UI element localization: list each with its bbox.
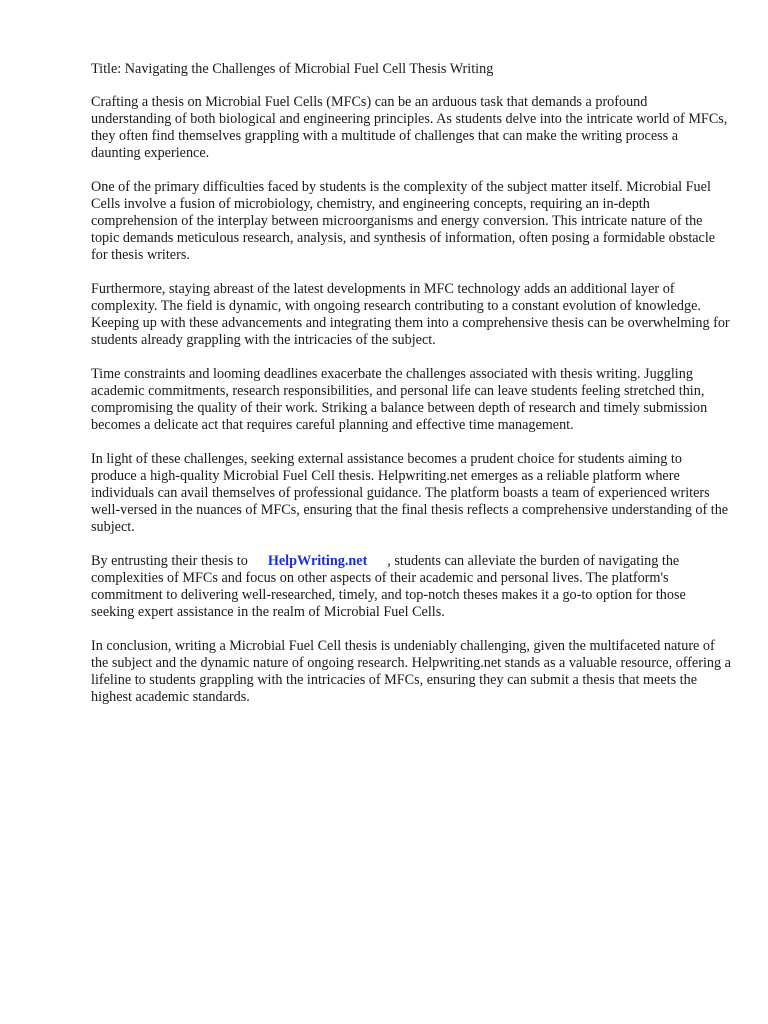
helpwriting-link[interactable]: HelpWriting.net	[267, 553, 368, 569]
paragraph-intro: Crafting a thesis on Microbial Fuel Cells (MFCs) can be an arduous task that demands a profound understanding of both biological and engineering principles. As students delve into the intricate world of MFCs, they often find themselves grappling with a multitude of challenges that can make the writing process a daunting experience.	[91, 94, 728, 161]
document-title: Title: Navigating the Challenges of Microbial Fuel Cell Thesis Writing	[91, 61, 494, 77]
paragraph-complexity: One of the primary difficulties faced by students is the complexity of the subject matter itself. Microbial Fuel Cells involve a fusion of microbiology, chemistry, and engineering concepts, requiring an in-depth comprehension of the interplay between microorganisms and energy conversion. This intricate nature of the topic demands meticulous research, analysis, and synthesis of information, often posing a formidable obstacle for thesis writers.	[91, 179, 716, 263]
paragraph-developments: Furthermore, staying abreast of the latest developments in MFC technology adds an additional layer of complexity. The field is dynamic, with ongoing research contributing to a constant evolution of knowledge. Keeping up with these advancements and integrating them into a comprehensive thesis can be overwhelming for students already grappling with the intricacies of the subject.	[91, 281, 730, 348]
paragraph-time-constraints: Time constraints and looming deadlines exacerbate the challenges associated with thesis writing. Juggling academic commitments, research responsibilities, and personal life can leave students feeling stretched thin, compromising the quality of their work. Striking a balance between depth of research and timely submission becomes a delicate act that requires careful planning and effective time management.	[91, 366, 708, 433]
link-trail-text: , students can alleviate the burden of navigating the complexities of MFCs and focus on other aspects of their academic and personal lives. The platform's commitment to delivering well-researched, timely, and top-notch theses makes it a go-to option for those seeking expert assistance in the realm of Microbial Fuel Cells.	[91, 553, 686, 620]
paragraph-assistance: In light of these challenges, seeking external assistance becomes a prudent choice for students aiming to produce a high-quality Microbial Fuel Cell thesis. Helpwriting.net emerges as a reliable platform where individuals can avail themselves of professional guidance. The platform boasts a team of experienced writers well-versed in the nuances of MFCs, ensuring that the final thesis reflects a comprehensive understanding of the subject.	[91, 451, 729, 535]
paragraph-conclusion: In conclusion, writing a Microbial Fuel Cell thesis is undeniably challenging, given the multifaceted nature of the subject and the dynamic nature of ongoing research. Helpwriting.net stands as a valuable resource, offering a lifeline to students grappling with the intricacies of MFCs, ensuring they can submit a thesis that meets the highest academic standards.	[91, 638, 731, 705]
paragraph-entrusting	[91, 553, 731, 621]
link-lead-text: By entrusting their thesis to	[91, 553, 248, 569]
document-page	[91, 61, 731, 723]
